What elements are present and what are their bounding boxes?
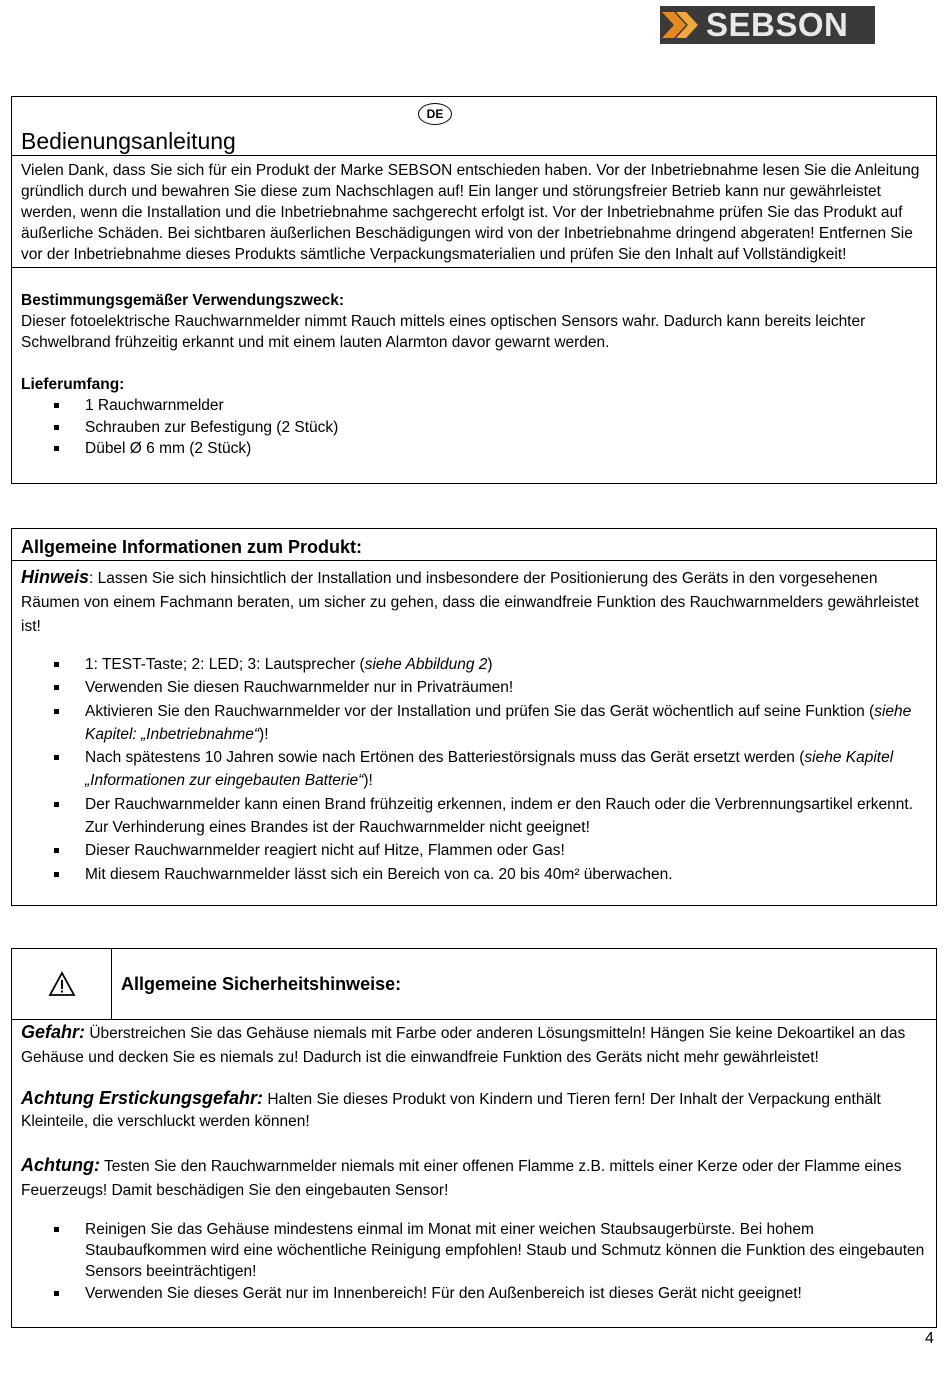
list-item: 1: TEST-Taste; 2: LED; 3: Lautsprecher (siehe Abbildung 2)	[54, 653, 936, 676]
intro-section	[11, 96, 937, 484]
page-number: 4	[925, 1330, 934, 1347]
section-heading: Allgemeine Informationen zum Produkt:	[21, 537, 363, 557]
achtung-label: Achtung:	[21, 1155, 100, 1175]
safety-header	[12, 949, 936, 1020]
page-title: Bedienungsanleitung	[21, 128, 236, 154]
logo-text: SEBSON	[706, 6, 849, 43]
purpose-heading: Bestimmungsgemäßer Verwendungszweck:	[21, 292, 345, 309]
list-item: Dieser Rauchwarnmelder reagiert nicht auf Hitze, Flammen oder Gas!	[54, 839, 936, 862]
product-info-list	[12, 653, 936, 886]
safety-list	[12, 1219, 936, 1304]
intro-paragraph: Vielen Dank, dass Sie sich für ein Produkt der Marke SEBSON entschieden haben. Vor der Inbetriebnahme lesen Sie die Anleitung gründlich durch und bewahren Sie diese zum Nachschlagen auf! Ein langer und störungsfreier Betrieb kann nur gewährleistet werden, wenn die Installation und die Inbetriebnahme sachgerecht erfolgt ist. Vor der Inbetriebnahme prüfen Sie das Produkt auf äußerliche Schäden. Bei sichtbaren äußerlichen Beschädigungen wird von der Inbetriebnahme dringend abgeraten! Entfernen Sie vor der Inbetriebnahme dieses Produkts sämtliche Verpackungsmaterialien und prüfen Sie den Inhalt auf Vollständigkeit!	[21, 162, 920, 263]
list-item: Dübel Ø 6 mm (2 Stück)	[54, 438, 936, 460]
language-badge-de: DE	[418, 103, 452, 125]
warning-icon-cell	[12, 949, 112, 1019]
chevron-logo-icon	[660, 6, 704, 44]
product-info-section	[11, 528, 937, 906]
gefahr-paragraph: Gefahr: Überstreichen Sie das Gehäuse niemals mit Farbe oder anderen Lösungsmitteln! Hängen Sie keine Dekoartikel an das Gehäuse und decken Sie es niemals zu! Dadurch ist die einwandfreie Funktion des Geräts nicht mehr gewährleistet!	[21, 1022, 906, 1066]
erstickung-label: Achtung Erstickungsgefahr:	[21, 1088, 264, 1108]
hinweis-text: : Lassen Sie sich hinsichtlich der Installation und insbesondere der Positionierung des Geräts in den vorgesehenen Räumen von einem Fachmann beraten, um sicher zu gehen, dass die einwandfreie Funktion des Rauchwarnmelders gewährleistet ist!	[21, 570, 919, 635]
erstickung-paragraph: Achtung Erstickungsgefahr: Halten Sie dieses Produkt von Kindern und Tieren fern! Der Inhalt der Verpackung enthält Kleinteile, die verschluckt werden können!	[21, 1088, 881, 1130]
hinweis-label: Hinweis	[21, 567, 90, 587]
section-heading: Allgemeine Sicherheitshinweise:	[121, 973, 402, 994]
list-item: Mit diesem Rauchwarnmelder lässt sich ein Bereich von ca. 20 bis 40m² überwachen.	[54, 863, 936, 886]
list-item: Reinigen Sie das Gehäuse mindestens einmal im Monat mit einer weichen Staubsaugerbürste. Bei hohem Staubaufkommen wird eine wöchentliche Reinigung empfohlen! Staub und Schmutz können die Funktion des eingebauten Sensors beeinträchtigen!	[54, 1219, 936, 1282]
achtung-paragraph: Achtung: Testen Sie den Rauchwarnmelder niemals mit einer offenen Flamme z.B. mittels einer Kerze oder der Flamme eines Feuerzeugs! Damit beschädigen Sie den eingebauten Sensor!	[21, 1155, 902, 1199]
scope-list	[12, 395, 936, 460]
list-item: Der Rauchwarnmelder kann einen Brand frühzeitig erkennen, indem er den Rauch oder die Verbrennungsartikel erkennt. Zur Verhinderung eines Brandes ist der Rauchwarnmelder nicht geeignet!	[54, 793, 936, 840]
safety-section	[11, 948, 937, 1328]
hinweis-paragraph	[12, 561, 936, 639]
list-item: Aktivieren Sie den Rauchwarnmelder vor der Installation und prüfen Sie das Gerät wöchentlich auf seine Funktion (siehe Kapitel: „Inbetriebnahme“)!	[54, 700, 936, 747]
list-item: Nach spätestens 10 Jahren sowie nach Ertönen des Batteriestörsignals muss das Gerät ersetzt werden (siehe Kapitel „Informationen zur eingebauten Batterie“)!	[54, 746, 936, 793]
gefahr-label: Gefahr:	[21, 1022, 86, 1042]
warning-triangle-icon	[48, 971, 76, 997]
list-item: Verwenden Sie dieses Gerät nur im Innenbereich! Für den Außenbereich ist dieses Gerät nicht geeignet!	[54, 1283, 936, 1304]
list-item: Verwenden Sie diesen Rauchwarnmelder nur in Privaträumen!	[54, 676, 936, 699]
list-item: 1 Rauchwarnmelder	[54, 395, 936, 417]
section-header	[12, 97, 936, 155]
list-item: Schrauben zur Befestigung (2 Stück)	[54, 417, 936, 439]
sebson-logo	[660, 6, 875, 44]
scope-heading: Lieferumfang:	[21, 376, 125, 393]
purpose-text: Dieser fotoelektrische Rauchwarnmelder nimmt Rauch mittels eines optischen Sensors wahr. Dadurch kann bereits leichter Schwelbrand frühzeitig erkannt und mit einem lauten Alarmton davor gewarnt werden.	[21, 313, 866, 351]
